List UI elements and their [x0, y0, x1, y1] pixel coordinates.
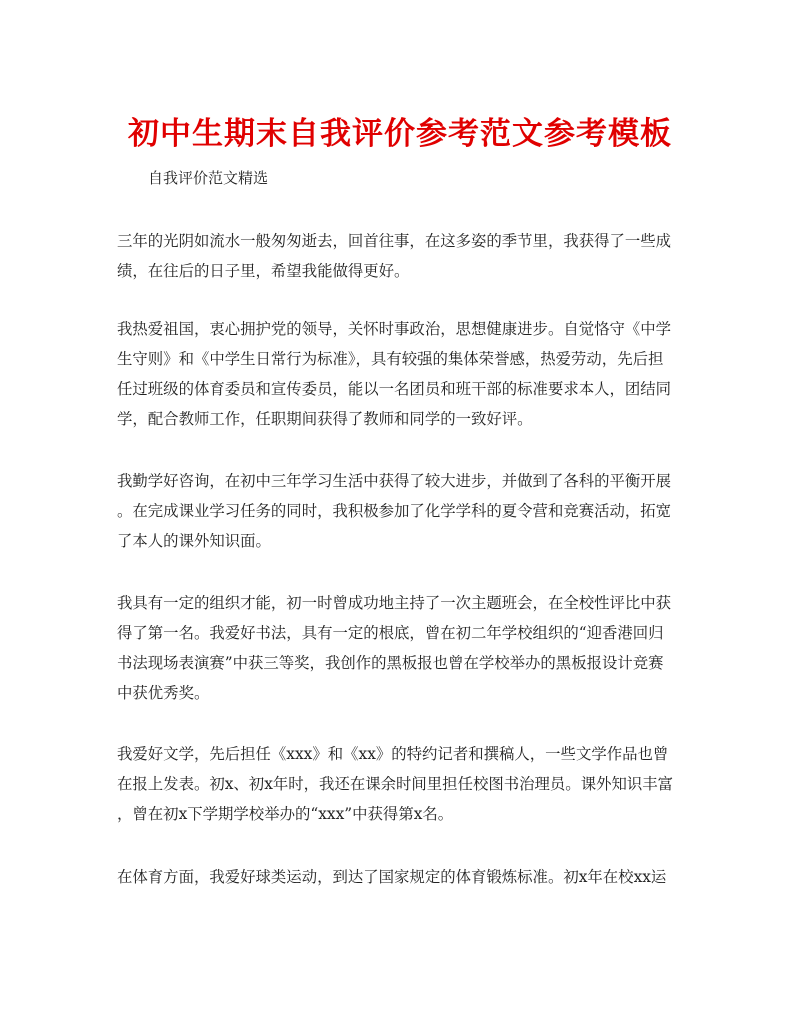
paragraph-line: 绩，在往后的日子里，希望我能做得更好。 — [117, 262, 410, 280]
paragraph-4 — [117, 588, 697, 708]
paragraph-line: 了本人的课外知识面。 — [117, 532, 271, 550]
paragraph-1 — [117, 226, 697, 286]
document-subtitle: 自我评价范文精选 — [148, 169, 269, 187]
paragraph-3 — [117, 466, 697, 556]
paragraph-line: 我勤学好咨询，在初中三年学习生活中获得了较大进步，并做到了各科的平衡开展 — [117, 472, 672, 490]
paragraph-line: 得了第一名。我爱好书法，具有一定的根底，曾在初二年学校组织的“迎香港回归 — [117, 624, 664, 642]
paragraph-line: 书法现场表演赛”中获三等奖，我创作的黑板报也曾在学校举办的黑板报设计竞赛 — [117, 654, 664, 672]
document-title: 初中生期末自我评价参考范文参考模板 — [128, 116, 672, 152]
paragraph-line: 任过班级的体育委员和宣传委员，能以一名团员和班干部的标准要求本人，团结同 — [117, 380, 672, 398]
paragraph-line: 学，配合教师工作，任职期间获得了教师和同学的一致好评。 — [117, 410, 533, 428]
paragraph-line: 我热爱祖国，衷心拥护党的领导，关怀时事政治，思想健康进步。自觉恪守《中学 — [117, 320, 672, 338]
paragraph-line: 在报上发表。初x、初x年时，我还在课余时间里担任校图书治理员。课外知识丰富 — [117, 775, 674, 793]
paragraph-2 — [117, 314, 697, 434]
paragraph-6 — [117, 862, 697, 892]
paragraph-line: 在体育方面，我爱好球类运动，到达了国家规定的体育锻炼标准。初x年在校xx运 — [117, 868, 667, 886]
paragraph-line: 。在完成课业学习任务的同时，我积极参加了化学学科的夏令营和竞赛活动，拓宽 — [117, 502, 672, 520]
paragraph-line: 生守则》和《中学生日常行为标准》，具有较强的集体荣誉感，热爱劳动，先后担 — [117, 350, 664, 368]
paragraph-line: ，曾在初x下学期学校举办的“xxx”中获得第x名。 — [117, 805, 454, 823]
paragraph-5 — [117, 739, 697, 829]
paragraph-line: 我爱好文学，先后担任《xxx》和《xx》的特约记者和撰稿人，一些文学作品也曾 — [117, 745, 669, 763]
paragraph-line: 我具有一定的组织才能，初一时曾成功地主持了一次主题班会，在全校性评比中获 — [117, 594, 672, 612]
paragraph-line: 中获优秀奖。 — [117, 684, 210, 702]
paragraph-line: 三年的光阴如流水一般匆匆逝去，回首往事，在这多姿的季节里，我获得了一些成 — [117, 232, 672, 250]
